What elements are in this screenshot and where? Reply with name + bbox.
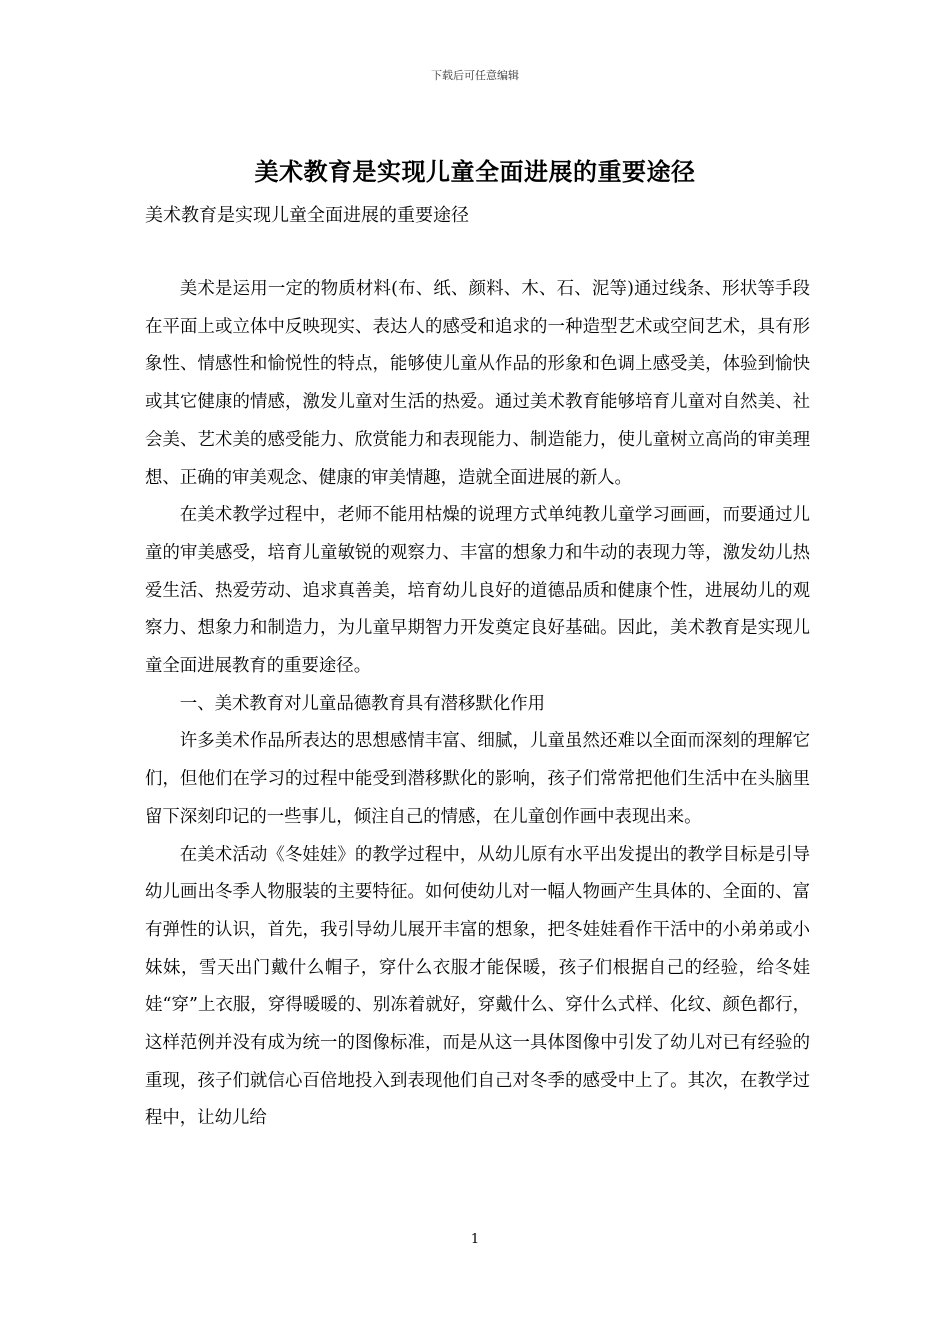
paragraph: 许多美术作品所表达的思想感情丰富、细腻，儿童虽然还难以全面而深刻的理解它们，但他们在学习的过程中能受到潜移默化的影响，孩子们常常把他们生活中在头脑里留下深刻印记的一些事儿，倾注自己的情感，在儿童创作画中表现出来。 xyxy=(145,731,810,827)
section-heading: 一、美术教育对儿童品德教育具有潜移默化作用 xyxy=(179,693,546,714)
paragraph: 在美术活动《冬娃娃》的教学过程中，从幼儿原有水平出发提出的教学目标是引导幼儿画出冬季人物服装的主要特征。如何使幼儿对一幅人物画产生具体的、全面的、富有弹性的认识，首先，我引导幼儿展开丰富的想象，把冬娃娃看作干活中的小弟弟或小妹妹，雪天出门戴什么帽子，穿什么衣服才能保暖，孩子们根据自己的经验，给冬娃娃“穿”上衣服，穿得暖暖的、别冻着就好，穿戴什么、穿什么式样、化纹、颜色都行，这样范例并没有成为统一的图像标准，而是从这一具体图像中引发了幼儿对已有经验的重现，孩子们就信心百倍地投入到表现他们自己对冬季的感受中上了。其次，在教学过程中，让幼儿给 xyxy=(145,844,810,1129)
document-subtitle: 美术教育是实现儿童全面进展的重要途径 xyxy=(145,205,469,226)
paragraph: 在美术教学过程中，老师不能用枯燥的说理方式单纯教儿童学习画画，而要通过儿童的审美感受，培育儿童敏锐的观察力、丰富的想象力和牛动的表现力等，激发幼儿热爱生活、热爱劳动、追求真善美，培育幼儿良好的道德品质和健康个性，进展幼儿的观察力、想象力和制造力，为儿童早期智力开发奠定良好基础。因此，美术教育是实现儿童全面进展教育的重要途径。 xyxy=(145,505,810,677)
header-note: 下载后可任意编辑 xyxy=(431,69,519,82)
page-number: 1 xyxy=(470,1232,480,1247)
paragraph: 美术是运用一定的物质材料(布、纸、颜料、木、石、泥等)通过线条、形状等手段在平面上或立体中反映现实、表达人的感受和追求的一种造型艺术或空间艺术，具有形象性、情感性和愉悦性的特点，能够使儿童从作品的形象和色调上感受美，体验到愉快或其它健康的情感，激发儿童对生活的热爱。通过美术教育能够培育儿童对自然美、社会美、艺术美的感受能力、欣赏能力和表现能力、制造能力，使儿童树立高尚的审美理想、正确的审美观念、健康的审美情趣，造就全面进展的新人。 xyxy=(145,279,810,488)
document-body xyxy=(145,271,810,1138)
document-title: 美术教育是实现儿童全面进展的重要途径 xyxy=(254,158,696,186)
